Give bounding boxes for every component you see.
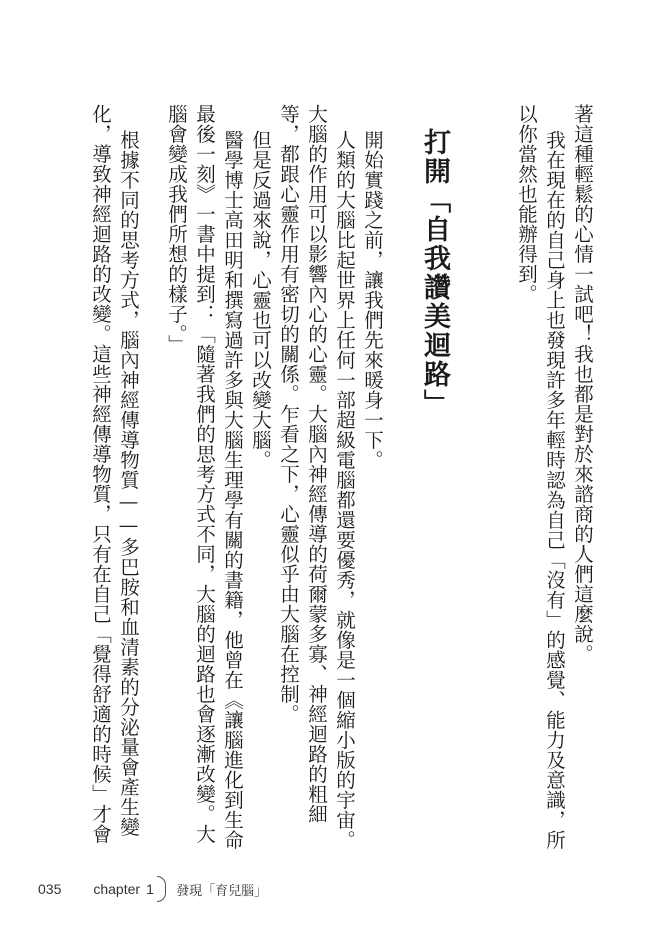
- body-text-column: 人類的大腦比起世界上任何一部超級電腦都還要優秀，就像是一個縮小版的宇宙。: [333, 130, 356, 850]
- body-text-column: 大腦的作用可以影響內心的心靈。大腦內神經傳導的荷爾蒙多寡、神經迴路的粗細: [305, 104, 328, 824]
- body-text-column: 化，導致神經迴路的改變。這些神經傳導物質，只有在自己「覺得舒適的時候」才會: [89, 104, 112, 844]
- body-text-column: 但是反過來說，心靈也可以改變大腦。: [249, 130, 272, 470]
- body-text-column: 腦會變成我們所想的樣子。」: [165, 104, 188, 355]
- running-header: [93, 876, 267, 902]
- page-number: 035: [38, 881, 62, 897]
- chapter-number-badge: [144, 876, 166, 902]
- chapter-bracket-ornament: [157, 876, 166, 902]
- body-text-column: 我在現在的自己身上也發現許多年輕時認為自己「沒有」的感覺、能力及意識，所: [543, 130, 566, 850]
- body-text-column: 著這種輕鬆的心情一試吧！我也都是對於來諮商的人們這麼說。: [571, 104, 594, 664]
- body-text-column: 等，都跟心靈作用有密切的關係。乍看之下，心靈似乎由大腦在控制。: [277, 104, 300, 724]
- page-footer: [38, 876, 267, 902]
- chapter-label: chapter: [93, 881, 141, 897]
- chapter-number: 1: [146, 881, 154, 897]
- body-text-column: 醫學博士高田明和撰寫過許多與大腦生理學有關的書籍，他曾在《讓腦進化到生命: [221, 130, 244, 850]
- body-text-column: 最後一刻》一書中提到：「隨著我們的思考方式不同，大腦的迴路也會逐漸改變。大: [193, 104, 216, 844]
- body-text-column: 開始實踐之前，讓我們先來暖身一下。: [361, 130, 384, 470]
- chapter-title: 發現「育兒腦」: [176, 883, 268, 899]
- section-heading: 打開「自我讚美迴路」: [419, 128, 450, 418]
- body-text-column: 以你當然也能辦得到。: [515, 104, 538, 304]
- body-text-column: 根據不同的思考方式，腦內神經傳導物質——多巴胺和血清素的分泌量會產生變: [117, 130, 140, 837]
